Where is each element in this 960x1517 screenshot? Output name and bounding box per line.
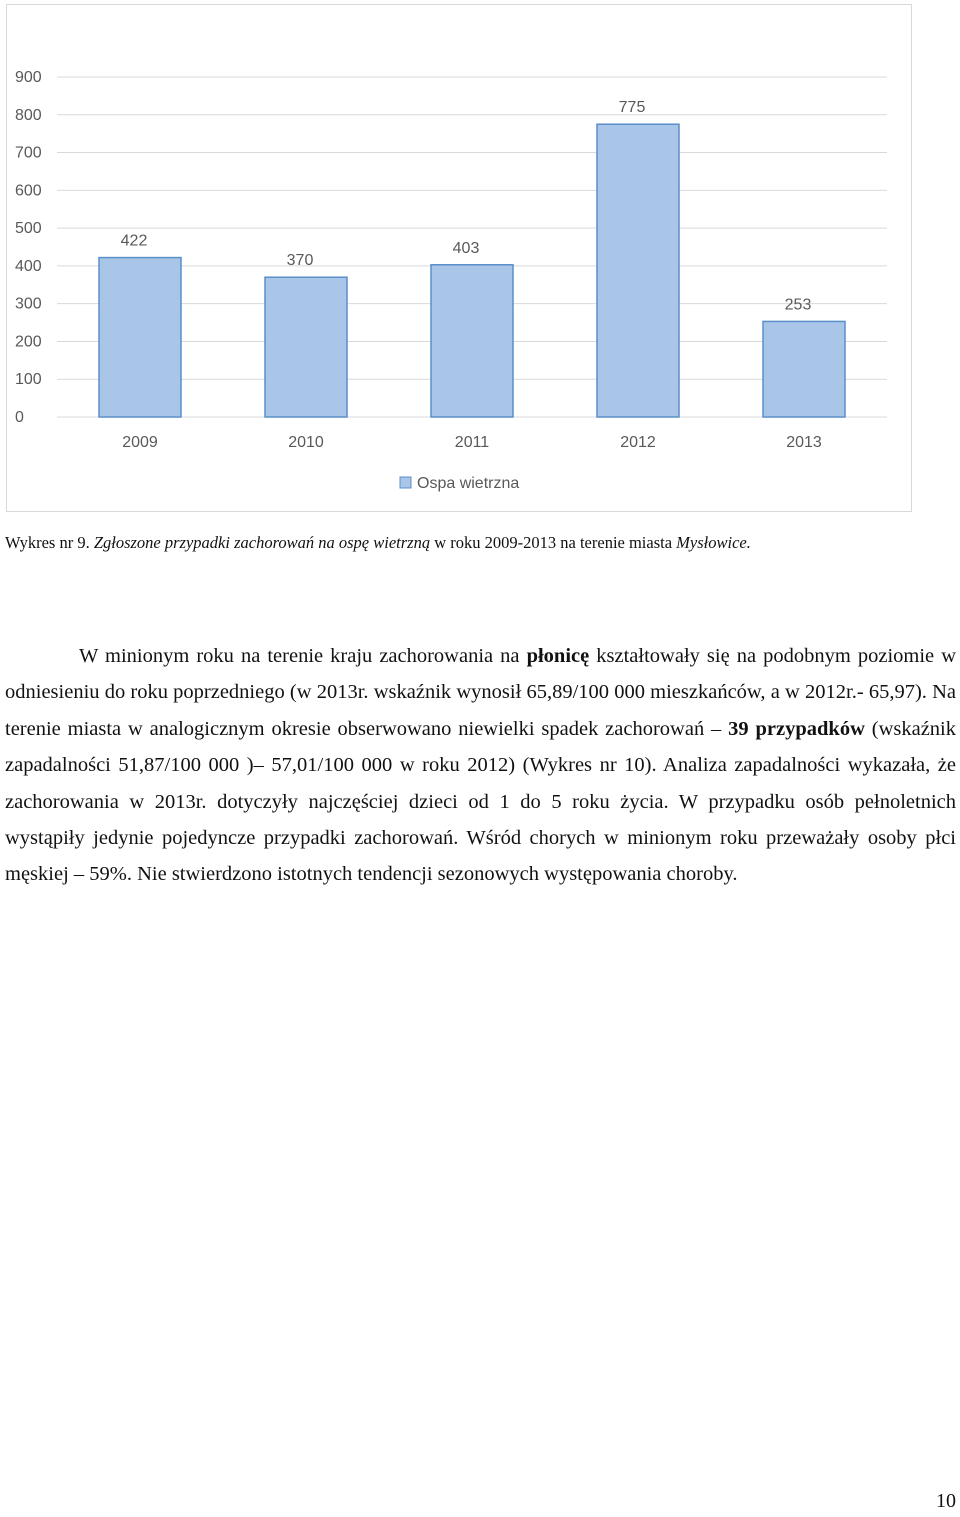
x-tick-label: 2010	[288, 434, 324, 451]
paragraph-part-1: W minionym roku na terenie kraju zachorowania na	[79, 645, 527, 667]
y-tick-label: 100	[15, 371, 42, 389]
data-label: 253	[784, 296, 812, 314]
bar	[597, 124, 679, 417]
y-tick-label: 400	[15, 257, 42, 275]
x-tick-label: 2011	[454, 434, 490, 451]
data-label: 370	[286, 252, 314, 270]
bar	[99, 258, 181, 417]
paragraph-part-3: (wskaźnik zapadalności 51,87/100 000 )– 57,01/100 000 w roku 2012) (Wykres nr 10). Analiza zapadalności wykazała, że zachorowania w 2013r. dotyczyły najczęściej dzieci od 1 do 5 roku życia. W przypadku osób pełnoletnich wystąpiły jedynie pojedyncze przypadki zachorowań. Wśród chorych w minionym roku przeważały osoby płci męskiej – 59%. Nie stwierdzono istotnych tendencji sezonowych występowania choroby.	[5, 717, 956, 886]
paragraph-bold-disease: płonicę	[526, 645, 590, 667]
data-label: 422	[120, 232, 148, 250]
page-number: 10	[936, 1490, 956, 1512]
x-tick-label: 2009	[122, 434, 158, 451]
body-paragraph-container	[5, 638, 956, 893]
legend-swatch	[400, 477, 411, 488]
data-label: 403	[452, 239, 480, 257]
y-tick-label: 800	[15, 106, 42, 124]
y-tick-label: 500	[15, 220, 42, 238]
caption-prefix: Wykres nr 9.	[5, 533, 94, 552]
y-tick-label: 900	[15, 69, 42, 86]
legend-label: Ospa wietrzna	[417, 475, 520, 492]
y-tick-label: 0	[15, 409, 24, 426]
y-tick-label: 700	[15, 144, 42, 162]
bar	[763, 321, 845, 417]
y-tick-label: 600	[15, 182, 42, 200]
bar	[431, 265, 513, 417]
data-label: 775	[618, 99, 646, 117]
bar	[265, 277, 347, 417]
body-paragraph	[5, 638, 956, 893]
paragraph-bold-cases: 39 przypadków	[728, 717, 865, 740]
y-tick-label: 300	[15, 295, 42, 313]
x-tick-label: 2012	[620, 434, 656, 451]
y-tick-label: 200	[15, 333, 42, 351]
chart-caption	[5, 526, 955, 560]
caption-suffix: w roku 2009-2013 na terenie miasta	[430, 533, 677, 552]
paragraph-part-2: kształtowały się na podobnym poziomie w odniesieniu do roku poprzedniego (w 2013r. wskaźnik wynosił 65,89/100 000 mieszkańców, a w 2012r.- 65,97). Na terenie miasta w analogicznym okresie obserwowano niewielki spadek zachorowań –	[5, 645, 956, 740]
caption-italic: Zgłoszone przypadki zachorowań na ospę wietrzną	[93, 533, 431, 552]
bar-chart	[7, 5, 913, 513]
caption-city: Mysłowice.	[676, 533, 751, 552]
x-tick-label: 2013	[786, 434, 822, 451]
chart-container	[6, 4, 912, 512]
